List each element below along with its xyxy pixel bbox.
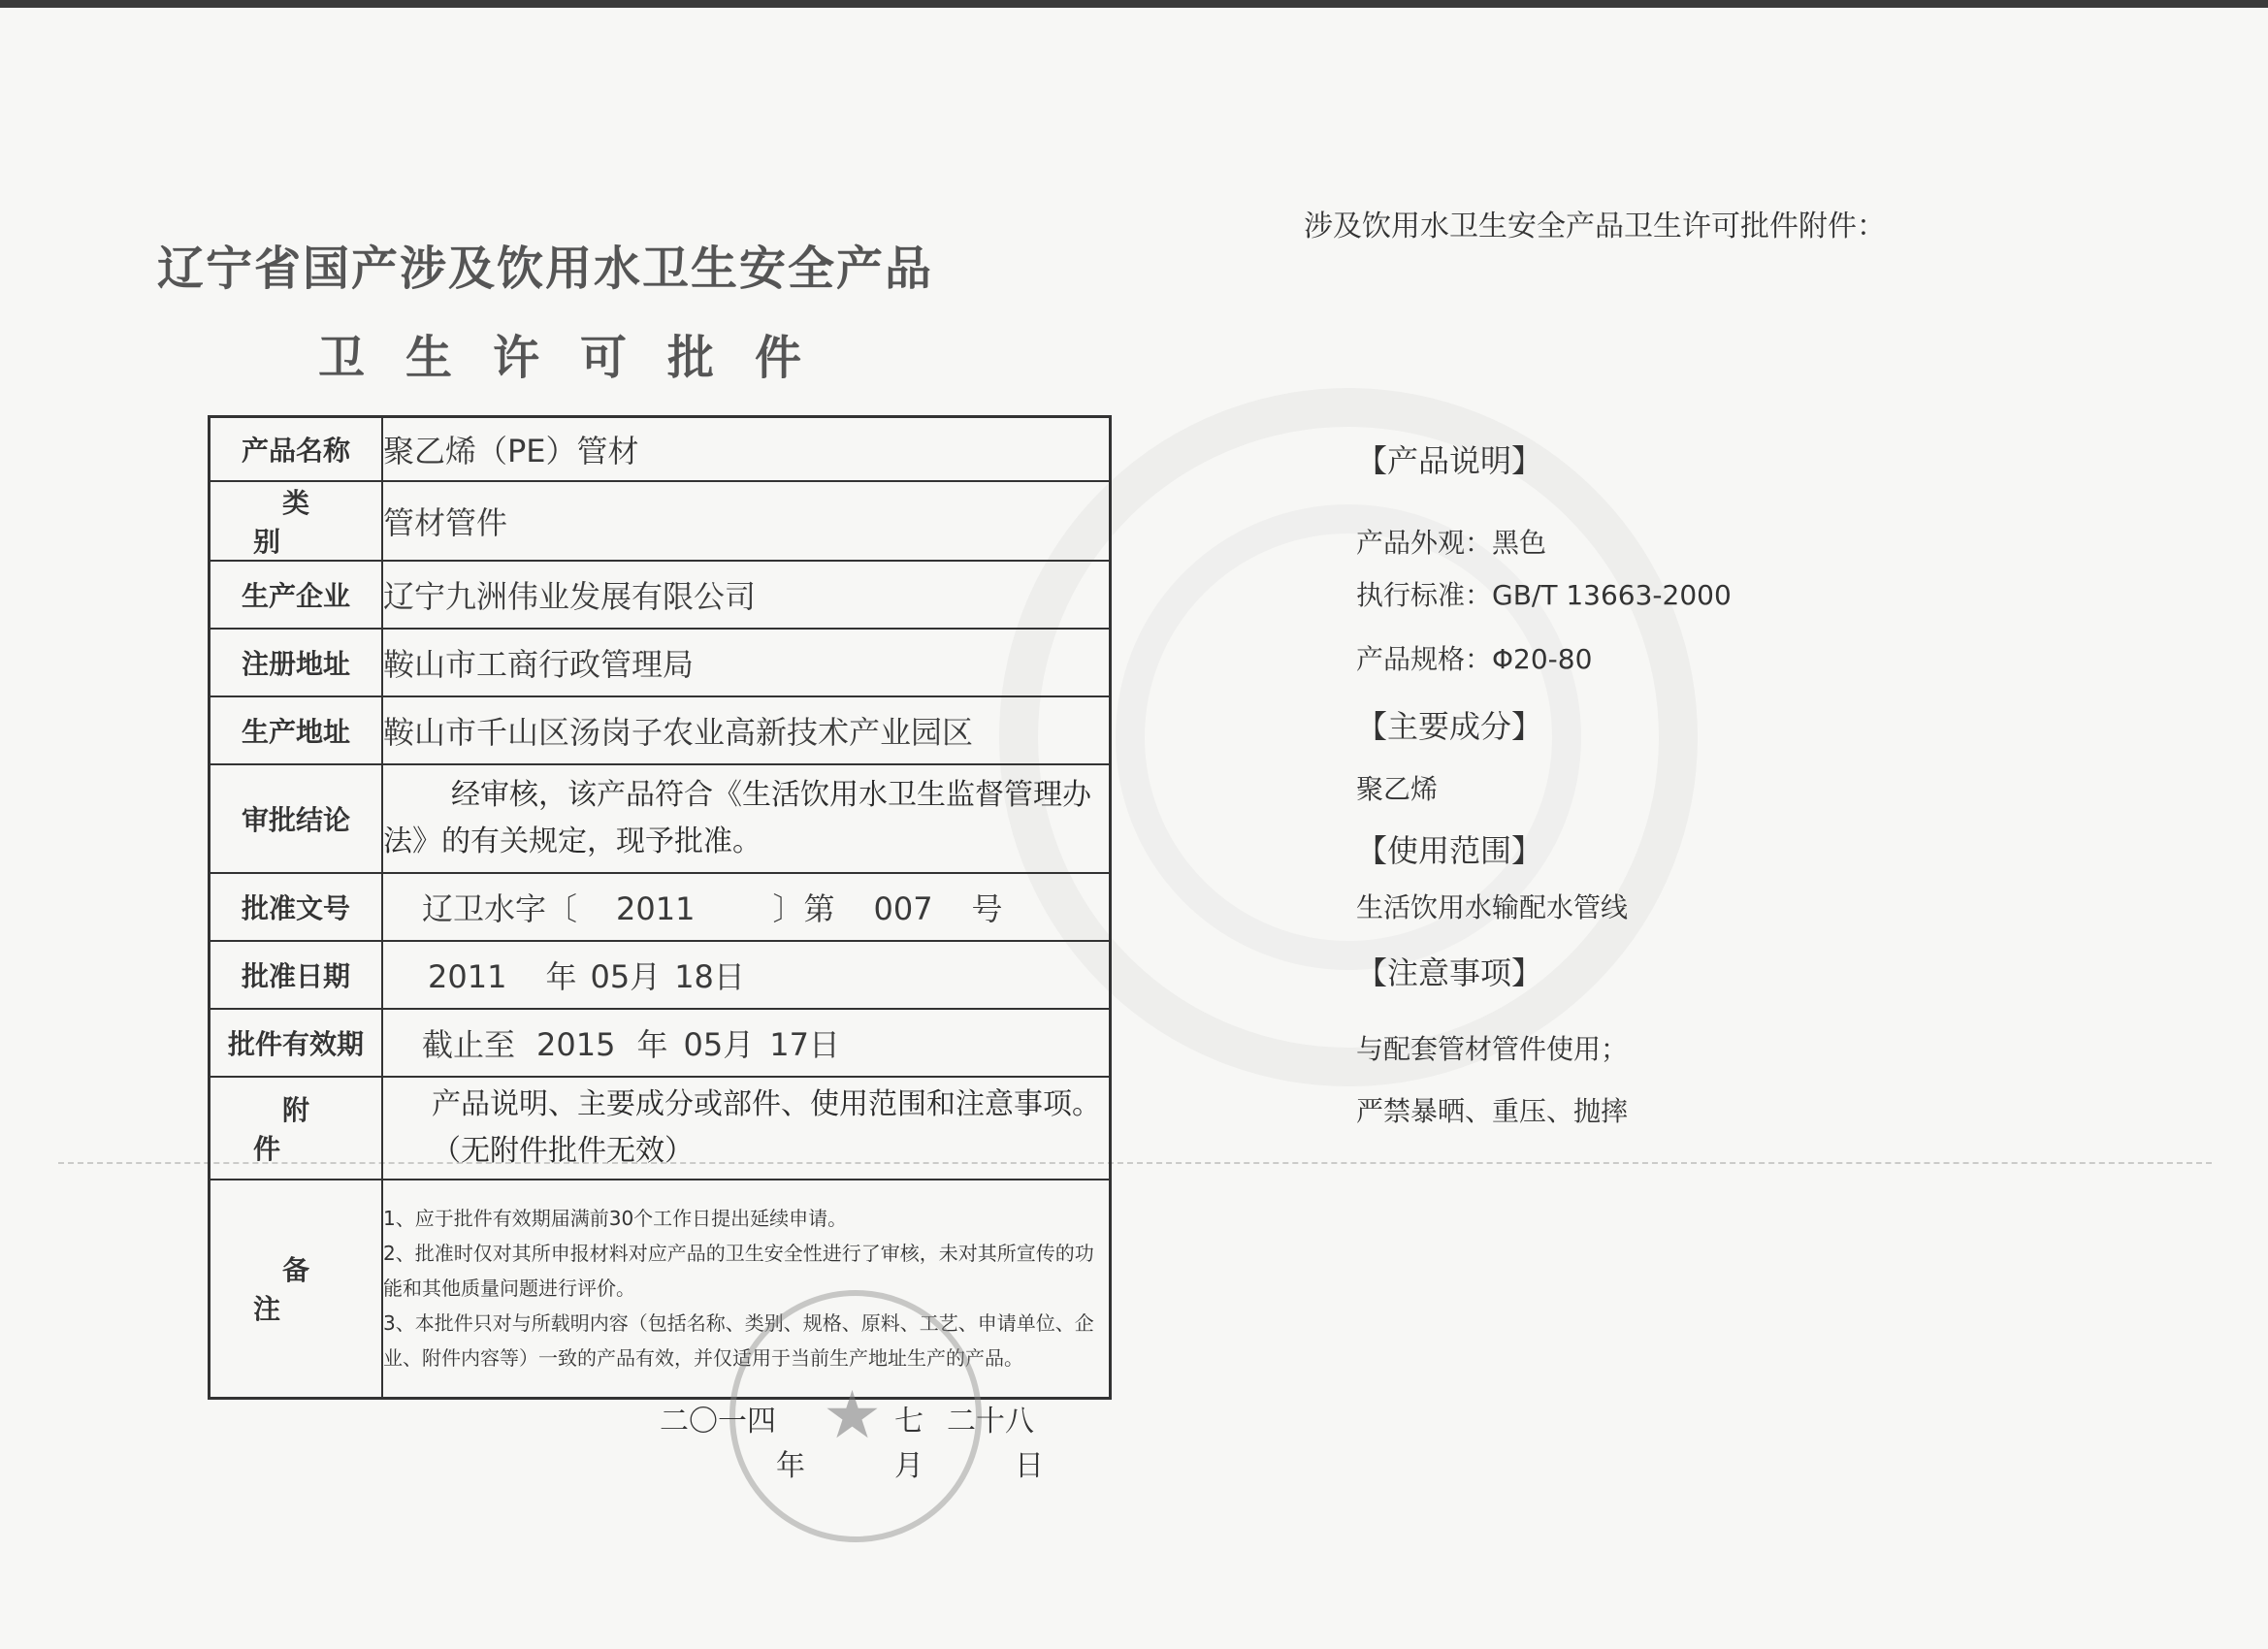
section-product-description: 【产品说明】 <box>1356 442 1543 479</box>
label-validity: 批件有效期 <box>210 1009 383 1077</box>
precaution-item: 严禁暴晒、重压、抛摔 <box>1356 1095 1629 1127</box>
label-conclusion: 审批结论 <box>210 764 383 873</box>
value-attachment: 产品说明、主要成分或部件、使用范围和注意事项。 （无附件批件无效） <box>382 1077 1111 1180</box>
value-manufacturer: 辽宁九洲伟业发展有限公司 <box>382 561 1111 629</box>
label-prod-address: 生产地址 <box>210 696 383 764</box>
table-row <box>210 1009 1111 1077</box>
value-approval-no: 辽卫水字〔 2011 〕第 007 号 <box>382 873 1111 941</box>
label-product-name: 产品名称 <box>210 417 383 481</box>
product-appearance: 产品外观：黑色 <box>1356 527 1547 559</box>
product-standard: 执行标准：GB/T 13663-2000 <box>1356 579 1732 611</box>
permit-table <box>208 415 1112 1400</box>
value-approval-date: 2011 年 05月 18日 <box>382 941 1111 1009</box>
table-row <box>210 561 1111 629</box>
footer-ri: 日 <box>1015 1449 1044 1483</box>
remark-item: 1、应于批件有效期届满前30个工作日提出延续申请。 <box>383 1207 848 1231</box>
footer-day-handwritten: 二十八 <box>947 1405 1034 1439</box>
components-value: 聚乙烯 <box>1356 773 1439 805</box>
scan-edge <box>0 0 2268 8</box>
label-category: 类别 <box>210 481 383 561</box>
label-reg-address: 注册地址 <box>210 629 383 696</box>
value-reg-address: 鞍山市工商行政管理局 <box>382 629 1111 696</box>
precaution-item: 与配套管材管件使用； <box>1356 1033 1629 1065</box>
table-row <box>210 417 1111 481</box>
label-approval-no: 批准文号 <box>210 873 383 941</box>
value-conclusion: 经审核，该产品符合《生活饮用水卫生监督管理办法》的有关规定，现予批准。 <box>382 764 1111 873</box>
seal-star-icon: ★ <box>823 1377 882 1454</box>
footer-month-handwritten: 七 <box>894 1405 923 1439</box>
value-product-name: 聚乙烯（PE）管材 <box>382 417 1111 481</box>
value-prod-address: 鞍山市千山区汤岗子农业高新技术产业园区 <box>382 696 1111 764</box>
document-title: 辽宁省国产涉及饮用水卫生安全产品 <box>157 242 934 296</box>
table-row <box>210 1180 1111 1399</box>
label-manufacturer: 生产企业 <box>210 561 383 629</box>
section-precautions: 【注意事项】 <box>1356 954 1543 991</box>
section-usage-scope: 【使用范围】 <box>1356 832 1543 869</box>
product-spec: 产品规格：Φ20-80 <box>1356 643 1593 675</box>
table-row <box>210 941 1111 1009</box>
footer-year-handwritten: 二〇一四 <box>660 1405 776 1439</box>
remark-item: 2、批准时仅对其所申报材料对应产品的卫生安全性进行了审核，未对其所宣传的功能和其他质量问题进行评价。 <box>383 1242 1094 1301</box>
label-remarks: 备注 <box>210 1180 383 1399</box>
footer-nian: 年 <box>776 1449 805 1483</box>
table-row <box>210 629 1111 696</box>
document-subtitle: 卫生许可批件 <box>318 331 843 385</box>
remark-item: 3、本批件只对与所载明内容（包括名称、类别、规格、原料、工艺、申请单位、企业、附件内容等）一致的产品有效，并仅适用于当前生产地址生产的产品。 <box>383 1311 1094 1371</box>
value-category: 管材管件 <box>382 481 1111 561</box>
attachment-heading: 涉及饮用水卫生安全产品卫生许可批件附件： <box>1304 210 1886 243</box>
usage-scope-value: 生活饮用水输配水管线 <box>1356 891 1629 923</box>
table-row <box>210 764 1111 873</box>
table-row <box>210 873 1111 941</box>
table-row <box>210 696 1111 764</box>
label-approval-date: 批准日期 <box>210 941 383 1009</box>
footer-yue: 月 <box>894 1449 923 1483</box>
label-attachment: 附件 <box>210 1077 383 1180</box>
section-main-components: 【主要成分】 <box>1356 708 1543 745</box>
table-row <box>210 1077 1111 1180</box>
value-validity: 截止至 2015 年 05月 17日 <box>382 1009 1111 1077</box>
table-row <box>210 481 1111 561</box>
